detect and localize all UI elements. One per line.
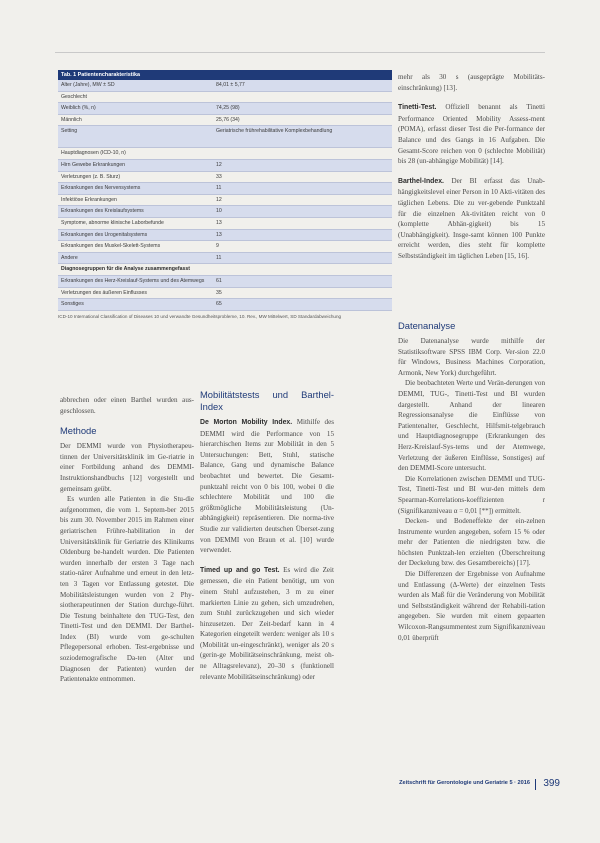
datenanalyse-paragraph-5: Die Differenzen der Ergebnisse von Aufnahme und Entlassung (Δ-Werte) der einzelnen Tests wurden als Maß für die Veränderung von Mobilität und Selbstständigkeit während der Rehabili-tation angegeben. Sie wurden mit einem gepaarten Wilcoxon-Rangsummentest zum Signifikanzniveau 0,01 überprüft [398,570,545,642]
table-cell-label: Erkrankungen des Nervensystems [61,185,141,192]
table-cell-label: Erkrankungen des Muskel-Skelett-Systems [61,243,161,250]
tug-text: Es wird die Zeit gemessen, die ein Patient benötigt, um von einem Stuhl aufzustehen, 3 m zu einer markierten Linie zu gehen, sich umzudrehen, zum Stuhl zurückzugehen und sich wieder hinzusetzen. Der Zeit-bedarf kann in 4 Kategorien eingeteilt werden: weniger als 10 s (Mobilität un-eingeschränkt), weniger als 20 s (gerin-ge Mobilitätseinschränkung, meist oh-ne Alltagsrelevanz), 20–30 s (funktionell relevante Mobilitätseinschränkung) oder [200,565,334,681]
column-middle [200,389,334,682]
table-row [58,253,392,265]
table-row [58,288,392,300]
table-cell-label: Alter (Jahre), MW ± SD [61,82,115,88]
page-footer [400,779,560,793]
datenanalyse-paragraph-4: Decken- und Bodeneffekte der ein-zelnen Instrumente wurden angegeben, sofern 15 % oder mehr der Patienten die niedrigsten bzw. die höchsten Punktzah-len erzielten (Überschreitung der Deckelung bzw. des Gesamtbereichs) [17]. [398,517,545,568]
table-cell-value: 84,01 ± 5,77 [216,82,245,88]
table-cell-label: Diagnosegruppen für die Analyse zusammengefasst [61,266,190,273]
table-cell-label: Verletzungen des äußeren Einflusses [61,289,147,296]
table-cell-label: Hauptdiagnosen (ICD-10, n) [61,150,126,157]
table-cell-value: 11 [216,185,222,192]
patient-characteristics-table [58,70,392,320]
table-row [58,172,392,184]
table-row [58,92,392,104]
table-cell-label: Hirn Gewebe Erkrankungen [61,161,126,168]
demmi-lead: De Morton Mobility Index. [200,419,293,426]
table-cell-label: Weiblich (%, n) [61,105,96,112]
table-cell-value: 61 [216,277,222,284]
section-heading-datenanalyse: Datenanalyse [398,320,456,331]
demmi-text: Mithilfe des DEMMI wird die Performance von 15 hierarchischen Items zur Mobilität in den 5 Untersuchungen: Bett, Stuhl, statische Balance, Gang und dynamische Balance beobachtet und bewertet. Die Gesamt-punktzahl reicht von 0 bis 100, wobei 0 die schlechtere Mobilität und 100 die größtmögliche Mobilitätsleistung (Un-abhängigkeit) repräsentieren. Die norma-tive Studie zur validierten deutschen Überset-zung von DEMMI von Braun et al. [10] wurde verwendet. [200,418,334,555]
table-row [58,206,392,218]
table-cell-value: 13 [216,231,222,238]
table-cell-value: 10 [216,208,222,215]
table-cell-label: Männlich [61,116,82,123]
methode-paragraph-2: Es wurden alle Patienten in die Stu-die aufgenommen, die vom 1. Septem-ber 2015 bis zum 30. November 2015 im Rahmen einer geriatrischen Frühre-habilitation in der Universitätsklinik für Geriatrie des Klinikums Oldenburg be-handelt wurden. Die Patienten wurden innerhalb der ersten 3 Tage nach statio-närer Aufnahme und erneut in den letz-ten 3 Tagen vor Entlassung getestet. Die Mobilitätsleistungen wurden von 2 Phy-siotherapeutinnen der Station durchge-führt. Die Testung beinhaltete den TUG-Test, den Tinetti-Test und den DEMMI. Der Barthel-Index (BI) wurde vom ge-schulten Pflegepersonal erhoben. Test-ergebnisse und soziodemografische Da-ten (Alter und Diagnosen der Patienten) wurden der Patientenakte entnommen. [60,495,194,684]
table-cell-label: Infektiöse Erkrankungen [61,196,117,203]
table-cell-value: 12 [216,196,222,203]
tinetti-lead: Tinetti-Test. [398,104,437,112]
table-cell-value: 11 [216,254,222,261]
table-cell-value: 65 [216,301,222,308]
table-row [58,115,392,127]
table-cell-label: Erkrankungen des Kreislaufsystems [61,208,144,215]
table-cell-label: Sonstiges [61,301,84,308]
table-cell-value: 13 [216,219,222,226]
datenanalyse-paragraph-2: Die beobachteten Werte und Verän-derungen von DEMMI, TUG-, Tinetti-Test und BI wurden dargestellt. Anhand der linearen Regressionsanalyse die Einflüsse von Patientenalter, Geschlecht, Hilfsmit-telgebrauch und Hauptdiagnosegruppe (Erkrankungen des Herz-Kreislauf-Sys-tems und der Atemwege, Verletzung der äußeren Einflüsse, Sonstiges) auf den DEMMI-Score untersucht. [398,379,545,473]
datenanalyse-paragraph-3: Die Korrelationen zwischen DEMMI und TUG-Test, Tinetti-Test und BI wur-den mittels dem Spearman-Korrelations-koeffizienten r (Signifikanzniveau α = 0,01 [**]) ermittelt. [398,474,545,515]
table-row [58,264,392,276]
section-heading-mobility-tests: Mobilitätstests und Barthel-Index [200,389,334,412]
table-cell-label: Andere [61,254,78,261]
table-row [58,80,392,92]
table-row [58,103,392,115]
table-row [58,148,392,160]
table-cell-value: 74,25 (98) [216,105,240,112]
tinetti-paragraph [398,102,545,167]
tinetti-text: Offiziell benannt als Tinetti Performance Oriented Mobility Assess-ment (POMA), erfasst dieser Test die Per-formance der Balance und des Gangs in 16 Aufgaben. Die Gesamt-Score reichen von 0 (schlechte Mobilität) bis 28 (un-abhängige Mobilität) [14]. [398,103,545,166]
table-title: Tab. 1 Patientencharakteristika [58,70,392,80]
table-cell-value: 9 [216,243,219,250]
table-cell-value: 35 [216,289,222,296]
demmi-paragraph [200,417,334,556]
table-cell-value: 12 [216,161,222,168]
barthel-text: Der BI erfasst das Unab-hängigkeitslevel einer Person in 10 Akti-vitäten des täglichen Lebens. Die zu ver-gebende Punktzahl für die einzelnen Ak-tivitäten reicht von 0 (komplette Abhän-gigkeit) bis 15 (Unabhängigkeit). Insge-samt können 100 Punkte erreicht werden, dies steht für komplette Selbstständigkeit im täglichen Leben [15, 16]. [398,176,545,260]
table-row [58,218,392,230]
intro-text: abbrechen oder einen Barthel wurden aus-geschlossen. [60,396,194,415]
table-body [58,80,392,311]
table-cell-label: Erkrankungen des Urogenitalsystems [61,231,148,238]
table-cell-value: Geriatrische frührehabilitative Komplexbehandlung [216,128,333,135]
datenanalyse-paragraph-1: Die Datenanalyse wurde mithilfe der Statistiksoftware SPSS IBM Corp. Ver-sion 22.0 für Windows, Business Machines Corporation, Armonk, New York) durchgeführt. [398,337,545,377]
header-rule [55,52,545,53]
methode-paragraph-1: Der DEMMI wurde von Physiotherapeu-tinnen der Universitätsklinik im Ge-riatrie in einer Fortbildung anhand des DEMMI-Instruktionshandbuchs [12] vorgestellt und gemeinsam geübt. [60,442,194,493]
column-left [60,395,194,685]
column-right-lower [398,320,545,643]
table-row [58,126,392,148]
table-row [58,160,392,172]
table-cell-label: Verletzungen (z. B. Sturz) [61,173,121,180]
table-row [58,230,392,242]
table-cell-value: 25,76 (34) [216,116,240,123]
tug-paragraph [200,565,334,683]
table-row [58,241,392,253]
table-row [58,195,392,207]
section-heading-methode: Methode [60,425,97,437]
barthel-lead: Barthel-Index. [398,177,444,185]
table-cell-value: 33 [216,173,222,180]
table-cell-label: Geschlecht [61,93,87,100]
page-number: 399 [543,778,560,789]
barthel-paragraph [398,176,545,262]
table-row [58,299,392,311]
table-cell-label: Erkrankungen des Herz-Kreislauf-Systems und des Atemwegs [61,277,205,284]
journal-name: Zeitschrift für Gerontologie und Geriatrie 5 · 2016 [399,780,530,786]
table-note: ICD-10 International Classification of Diseases 10 und verwandte Gesundheitsprobleme, 10. Rev., MW Mittelwert, SD Standardabweichung [58,313,342,319]
table-cell-label: Symptome, abnorme klinische Laborbefunde [61,219,164,226]
tug-continuation: mehr als 30 s (ausgeprägte Mobilitäts-einschränkung) [13]. [398,73,545,92]
table-cell-label: Setting [61,128,78,135]
column-right-upper [398,72,545,262]
tug-lead: Timed up and go Test. [200,566,280,574]
footer-divider [535,779,536,790]
table-row [58,183,392,195]
table-row [58,276,392,288]
